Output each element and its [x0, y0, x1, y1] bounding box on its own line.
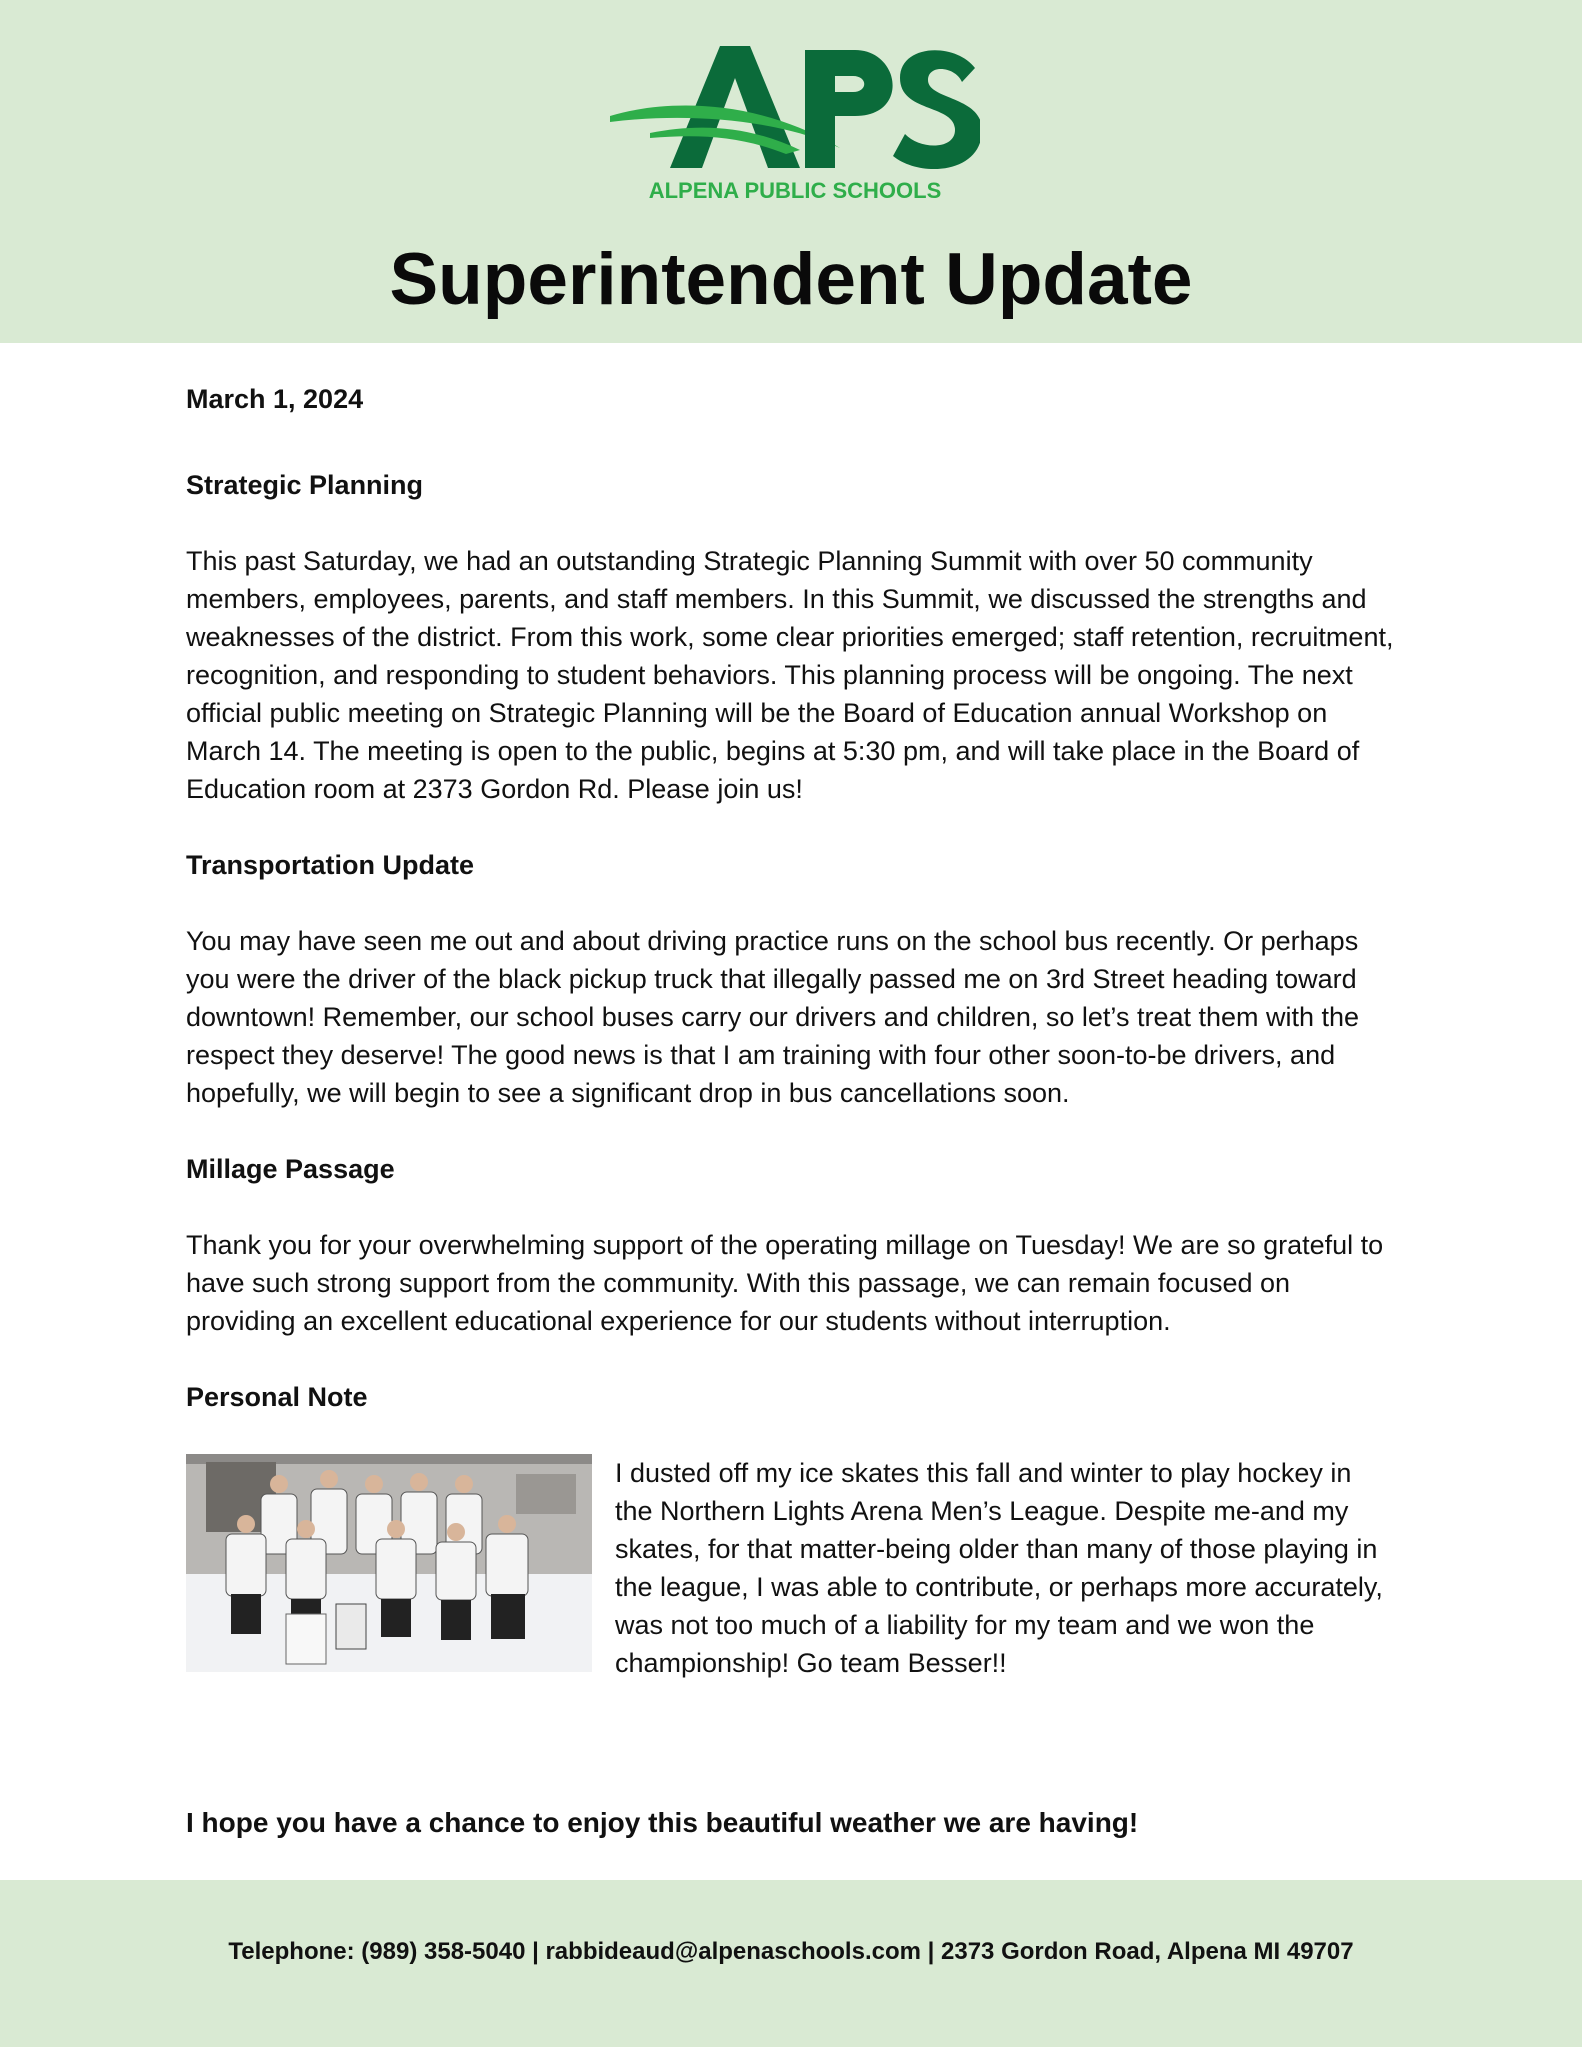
section-heading-personal-note: Personal Note — [186, 1382, 368, 1412]
section-heading-transportation: Transportation Update — [186, 850, 475, 880]
section-heading-millage: Millage Passage — [186, 1154, 395, 1184]
section-body-transportation: You may have seen me out and about driving practice runs on the school bus recently. Or perhaps you were the driver of the black pickup truck that illegally passed me on 3rd Street heading toward downtown! Remember, our school buses carry our drivers and children, so let’s treat them with the respect they deserve! The good news is that I am training with four other soon-to-be drivers, and hopefully, we will begin to see a significant drop in bus cancellations soon. — [186, 926, 1360, 1108]
footer-band — [0, 1880, 1582, 2047]
newsletter-body — [186, 380, 1406, 1684]
page-title: Superintendent Update — [389, 239, 1193, 320]
aps-logo — [610, 38, 980, 208]
date: March 1, 2024 — [186, 384, 364, 414]
footer-contact: Telephone: (989) 358-5040 | rabbideaud@alpenaschools.com | 2373 Gordon Road, Alpena MI 49707 — [228, 1938, 1354, 1965]
hockey-team-photo — [186, 1454, 592, 1672]
header-band — [0, 0, 1582, 343]
personal-note — [186, 1454, 1406, 1684]
aps-logo-graphic — [610, 38, 980, 208]
section-body-strategic-planning: This past Saturday, we had an outstanding Strategic Planning Summit with over 50 community members, employees, parents, and staff members. In this Summit, we discussed the strengths and weaknesses of the district. From this work, some clear priorities emerged; staff retention, recruitment, recognition, and responding to student behaviors. This planning process will be ongoing. The next official public meeting on Strategic Planning will be the Board of Education annual Workshop on March 14. The meeting is open to the public, begins at 5:30 pm, and will take place in the Board of Education room at 2373 Gordon Rd. Please join us! — [186, 546, 1394, 804]
section-body-millage: Thank you for your overwhelming support of the operating millage on Tuesday! We are so grateful to have such strong support from the community. With this passage, we can remain focused on providing an excellent educational experience for our students without interruption. — [186, 1230, 1384, 1336]
section-heading-strategic-planning: Strategic Planning — [186, 470, 424, 500]
personal-note-body: I dusted off my ice skates this fall and winter to play hockey in the Northern Lights Arena Men’s League. Despite me-and my skates, for that matter-being older than many of those playing in the league, I was able to contribute, or perhaps more accurately, was not too much of a liability for my team and we won the championship! Go team Besser!! — [615, 1458, 1383, 1678]
hockey-team-photo-graphic — [186, 1454, 592, 1672]
logo-name: ALPENA PUBLIC SCHOOLS — [648, 178, 942, 203]
closing-message: I hope you have a chance to enjoy this beautiful weather we are having! — [186, 1807, 1139, 1838]
